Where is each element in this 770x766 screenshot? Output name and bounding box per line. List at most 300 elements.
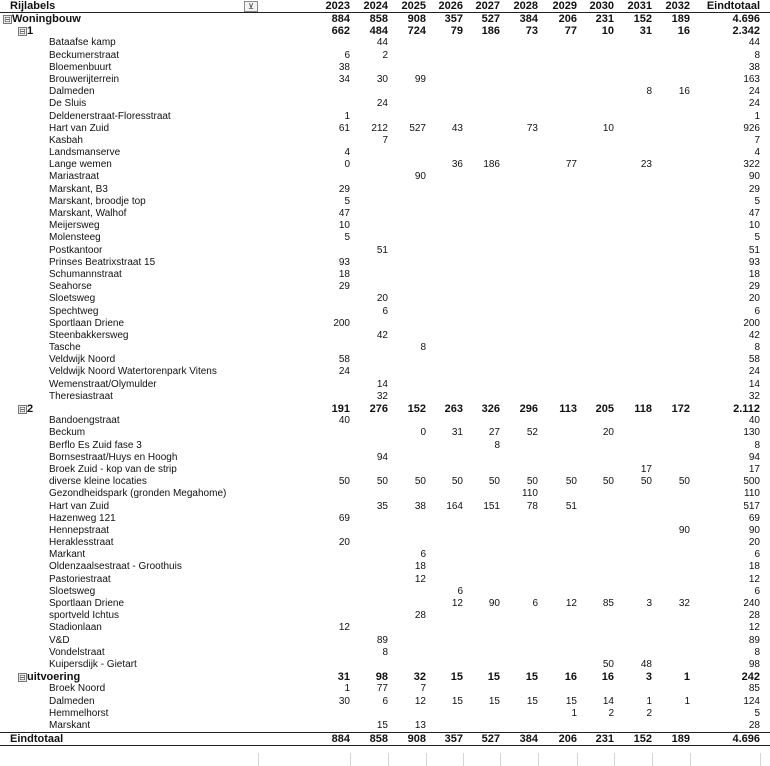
row-label: Stadionlaan xyxy=(49,622,102,634)
row-total-cell: 8 xyxy=(754,49,760,61)
value-cell-2029: 50 xyxy=(565,476,577,488)
row-total-cell: 5 xyxy=(754,707,760,719)
group-row xyxy=(0,403,770,415)
table-row xyxy=(0,513,770,525)
row-total-cell: 90 xyxy=(748,171,760,183)
row-label: Deldenerstraat-Floresstraat xyxy=(49,110,171,122)
row-total-cell: 85 xyxy=(748,683,760,695)
value-cell-2025: 50 xyxy=(414,476,426,488)
gridline xyxy=(426,753,427,766)
row-label: Dalmeden xyxy=(49,86,95,98)
value-cell-2032: 16 xyxy=(678,86,690,98)
row-total-cell: 89 xyxy=(748,634,760,646)
value-cell-2023: 5 xyxy=(344,195,350,207)
value-cell-2031: 3 xyxy=(645,671,652,684)
value-cell-2031: 31 xyxy=(639,25,652,38)
table-row xyxy=(0,476,770,488)
row-label: 2 xyxy=(27,403,34,415)
value-cell-2023: 4 xyxy=(344,147,350,159)
value-cell-2023: 40 xyxy=(338,415,350,427)
value-cell-2025: 908 xyxy=(407,733,426,746)
table-row xyxy=(0,257,770,269)
value-cell-2032: 189 xyxy=(671,733,690,746)
value-cell-2030: 20 xyxy=(602,427,614,439)
row-total-cell: 6 xyxy=(754,585,760,597)
table-row xyxy=(0,98,770,110)
table-row xyxy=(0,354,770,366)
table-row xyxy=(0,647,770,659)
value-cell-2025: 6 xyxy=(420,549,426,561)
table-row xyxy=(0,208,770,220)
row-label: Wemenstraat/Olymulder xyxy=(49,378,157,390)
row-total-cell: 32 xyxy=(748,390,760,402)
filter-dropdown-icon[interactable]: ⊻ xyxy=(244,1,258,12)
value-cell-2030: 2 xyxy=(608,707,614,719)
row-label: Tasche xyxy=(49,342,81,354)
value-cell-2024: 484 xyxy=(369,25,388,38)
row-label: Marskant xyxy=(49,719,91,731)
row-label: Beckum xyxy=(49,427,86,439)
group-row xyxy=(0,13,770,25)
row-label: Hennepstraat xyxy=(49,524,110,536)
value-cell-2027: 90 xyxy=(488,598,500,609)
row-label: Marskant, B3 xyxy=(49,183,108,195)
value-cell-2025: 28 xyxy=(414,610,426,622)
table-row xyxy=(0,245,770,257)
table-row xyxy=(0,708,770,720)
row-label: Dalmeden xyxy=(49,695,95,707)
value-cell-2028: 110 xyxy=(522,488,538,500)
row-label: Kasbah xyxy=(49,134,83,146)
value-cell-2028: 15 xyxy=(526,695,538,707)
table-row xyxy=(0,659,770,671)
table-row xyxy=(0,391,770,403)
value-cell-2026: 31 xyxy=(451,427,463,439)
collapse-toggle-icon[interactable]: ⊟ xyxy=(4,15,11,24)
table-row xyxy=(0,379,770,391)
row-label: Beckumerstraat xyxy=(49,49,120,61)
table-row xyxy=(0,62,770,74)
gridline xyxy=(463,753,464,766)
row-label: diverse kleine locaties xyxy=(49,476,147,488)
year-header-2024: 2024 xyxy=(363,0,388,12)
table-row xyxy=(0,111,770,123)
header-row xyxy=(0,0,770,13)
row-total-cell: 517 xyxy=(743,500,760,512)
table-row xyxy=(0,537,770,549)
value-cell-2026: 15 xyxy=(450,671,463,684)
table-row xyxy=(0,86,770,98)
value-cell-2031: 1 xyxy=(646,695,652,707)
gridline xyxy=(577,753,578,766)
row-total-cell: 124 xyxy=(743,695,760,707)
row-total-cell: 6 xyxy=(754,549,760,561)
value-cell-2025: 90 xyxy=(414,171,426,183)
row-total-cell: 110 xyxy=(744,488,760,500)
gridline xyxy=(500,753,501,766)
row-total-cell: 17 xyxy=(748,463,760,475)
row-label: Bandoengstraat xyxy=(49,415,120,427)
row-total-cell: 94 xyxy=(748,451,760,463)
row-total-cell: 29 xyxy=(748,183,760,195)
table-row xyxy=(0,330,770,342)
value-cell-2023: 5 xyxy=(344,232,350,244)
value-cell-2032: 16 xyxy=(677,25,690,38)
row-label: Woningbouw xyxy=(12,13,81,25)
value-cell-2026: 36 xyxy=(451,159,463,171)
value-cell-2024: 50 xyxy=(376,476,388,488)
row-total-cell: 6 xyxy=(754,305,760,317)
row-label: Molensteeg xyxy=(49,232,101,244)
value-cell-2026: 164 xyxy=(446,500,463,512)
value-cell-2024: 89 xyxy=(376,634,388,646)
table-row xyxy=(0,696,770,708)
year-header-2029: 2029 xyxy=(552,0,577,12)
row-total-cell: 93 xyxy=(748,256,760,268)
collapse-toggle-icon[interactable]: ⊟ xyxy=(19,405,26,414)
row-total-cell: 130 xyxy=(743,427,760,439)
row-total-cell: 1 xyxy=(754,110,760,122)
table-row xyxy=(0,184,770,196)
value-cell-2027: 186 xyxy=(481,25,500,38)
row-total-cell: 926 xyxy=(743,122,760,134)
collapse-toggle-icon[interactable]: ⊟ xyxy=(19,673,26,683)
grand-total-row xyxy=(0,732,770,746)
group-row xyxy=(0,25,770,37)
value-cell-2023: 200 xyxy=(333,317,350,329)
row-total-cell: 242 xyxy=(741,671,760,684)
value-cell-2024: 51 xyxy=(376,244,388,256)
value-cell-2023: 69 xyxy=(338,512,350,524)
value-cell-2029: 113 xyxy=(559,403,577,415)
table-row xyxy=(0,123,770,135)
value-cell-2023: 24 xyxy=(338,366,350,378)
row-total-cell: 24 xyxy=(748,86,760,98)
value-cell-2028: 50 xyxy=(526,476,538,488)
value-cell-2025: 527 xyxy=(409,122,426,134)
value-cell-2031: 48 xyxy=(640,658,652,670)
row-total-cell: 38 xyxy=(748,61,760,73)
row-total-cell: 44 xyxy=(748,37,760,49)
row-label: Eindtotaal xyxy=(10,733,64,746)
value-cell-2032: 1 xyxy=(683,671,690,684)
row-label: Meijersweg xyxy=(49,220,100,232)
row-total-cell: 42 xyxy=(748,329,760,341)
row-total-cell: 12 xyxy=(748,573,760,585)
table-row xyxy=(0,171,770,183)
table-row xyxy=(0,488,770,500)
row-total-cell: 90 xyxy=(748,524,760,536)
row-total-cell: 7 xyxy=(754,134,760,146)
row-total-cell: 20 xyxy=(748,293,760,305)
value-cell-2023: 6 xyxy=(344,49,350,61)
blank-footer-row xyxy=(0,753,770,766)
grand-total-header: Eindtotaal xyxy=(706,0,760,12)
row-total-cell: 51 xyxy=(748,244,760,256)
value-cell-2029: 77 xyxy=(565,159,577,171)
row-total-cell: 8 xyxy=(754,439,760,451)
table-row xyxy=(0,135,770,147)
value-cell-2024: 32 xyxy=(376,390,388,402)
table-row xyxy=(0,586,770,598)
row-label: 1 xyxy=(27,25,34,38)
value-cell-2027: 15 xyxy=(488,695,500,707)
value-cell-2026: 43 xyxy=(451,122,463,134)
gridline xyxy=(538,753,539,766)
table-row xyxy=(0,501,770,513)
value-cell-2031: 118 xyxy=(634,403,652,415)
table-row xyxy=(0,196,770,208)
value-cell-2032: 50 xyxy=(678,476,690,488)
value-cell-2028: 384 xyxy=(519,733,538,746)
value-cell-2024: 44 xyxy=(376,37,388,49)
row-label: Broek Zuid - kop van de strip xyxy=(49,463,177,475)
value-cell-2028: 78 xyxy=(526,500,538,512)
row-label: uitvoering xyxy=(27,671,81,684)
table-row xyxy=(0,415,770,427)
value-cell-2023: 61 xyxy=(338,122,350,134)
row-label: Gezondheidspark (gronden Megahome) xyxy=(49,488,227,500)
collapse-toggle-icon[interactable]: ⊟ xyxy=(19,27,26,37)
year-header-2030: 2030 xyxy=(589,0,614,12)
value-cell-2025: 12 xyxy=(414,573,426,585)
gridline xyxy=(350,753,351,766)
value-cell-2023: 1 xyxy=(344,683,350,695)
row-label: Schumannstraat xyxy=(49,268,122,280)
value-cell-2024: 6 xyxy=(382,305,388,317)
row-label: Oldenzaalsestraat - Groothuis xyxy=(49,561,182,573)
gridline xyxy=(388,753,389,766)
row-total-cell: 163 xyxy=(743,73,760,85)
value-cell-2031: 3 xyxy=(646,598,652,609)
value-cell-2024: 212 xyxy=(371,122,388,134)
value-cell-2025: 38 xyxy=(414,500,426,512)
value-cell-2025: 8 xyxy=(420,342,426,354)
table-row xyxy=(0,610,770,622)
value-cell-2032: 189 xyxy=(671,13,690,25)
value-cell-2026: 263 xyxy=(444,403,463,415)
value-cell-2030: 50 xyxy=(602,658,614,670)
value-cell-2025: 908 xyxy=(407,13,426,25)
table-row xyxy=(0,74,770,86)
row-total-cell: 240 xyxy=(743,598,760,609)
value-cell-2031: 23 xyxy=(640,159,652,171)
table-row xyxy=(0,549,770,561)
value-cell-2025: 7 xyxy=(420,683,426,695)
value-cell-2029: 77 xyxy=(564,25,577,38)
value-cell-2030: 14 xyxy=(602,695,614,707)
row-total-cell: 28 xyxy=(748,719,760,731)
value-cell-2031: 17 xyxy=(640,463,652,475)
row-label: Marskant, Walhof xyxy=(49,208,127,219)
row-total-cell: 69 xyxy=(748,512,760,524)
row-total-cell: 500 xyxy=(743,476,760,488)
value-cell-2024: 858 xyxy=(369,733,388,746)
row-total-cell: 4.696 xyxy=(732,13,760,25)
value-cell-2027: 151 xyxy=(483,500,500,512)
row-label: Prinses Beatrixstraat 15 xyxy=(49,256,156,268)
row-label: Marskant, broodje top xyxy=(49,195,146,207)
table-row xyxy=(0,147,770,159)
row-total-cell: 8 xyxy=(754,342,760,354)
row-total-cell: 2.342 xyxy=(732,25,760,38)
row-label: Broek Noord xyxy=(49,683,106,695)
value-cell-2028: 73 xyxy=(526,122,538,134)
value-cell-2032: 1 xyxy=(684,695,690,707)
table-row xyxy=(0,622,770,634)
value-cell-2024: 94 xyxy=(376,451,388,463)
value-cell-2025: 99 xyxy=(414,73,426,85)
value-cell-2023: 29 xyxy=(338,281,350,293)
value-cell-2026: 6 xyxy=(457,585,463,597)
value-cell-2030: 205 xyxy=(595,403,614,415)
value-cell-2031: 152 xyxy=(633,13,652,25)
table-row xyxy=(0,318,770,330)
value-cell-2030: 10 xyxy=(601,25,614,38)
row-label: Steenbakkersweg xyxy=(49,329,129,341)
table-row xyxy=(0,574,770,586)
row-label: Sportlaan Driene xyxy=(49,598,125,609)
row-total-cell: 14 xyxy=(748,378,760,390)
gridline xyxy=(760,753,761,766)
row-label: De Sluis xyxy=(49,98,87,110)
row-label: Sloetsweg xyxy=(49,293,96,305)
value-cell-2023: 58 xyxy=(338,354,350,366)
row-label: Mariastraat xyxy=(49,171,100,183)
row-total-cell: 5 xyxy=(754,195,760,207)
table-row xyxy=(0,598,770,610)
row-label: Landsmanserve xyxy=(49,147,121,159)
row-label: Hemmelhorst xyxy=(49,707,109,719)
row-label: Kuipersdijk - Gietart xyxy=(49,658,137,670)
value-cell-2024: 15 xyxy=(376,719,388,731)
row-label: Hart van Zuid xyxy=(49,500,110,512)
row-label: sportveld Ichtus xyxy=(49,610,120,622)
value-cell-2025: 12 xyxy=(414,695,426,707)
row-total-cell: 4 xyxy=(754,147,760,159)
value-cell-2030: 231 xyxy=(595,733,614,746)
row-total-cell: 2.112 xyxy=(733,403,760,415)
value-cell-2024: 35 xyxy=(376,500,388,512)
value-cell-2023: 884 xyxy=(331,13,350,25)
row-total-cell: 200 xyxy=(743,317,760,329)
value-cell-2027: 15 xyxy=(487,671,500,684)
row-total-cell: 322 xyxy=(743,159,760,171)
row-total-cell: 28 xyxy=(748,610,760,622)
row-label: Heraklesstraat xyxy=(49,537,114,549)
table-row xyxy=(0,561,770,573)
value-cell-2027: 50 xyxy=(488,476,500,488)
value-cell-2026: 50 xyxy=(451,476,463,488)
value-cell-2027: 527 xyxy=(481,733,500,746)
row-total-cell: 10 xyxy=(748,220,760,232)
value-cell-2025: 13 xyxy=(414,719,426,731)
row-total-cell: 58 xyxy=(748,354,760,366)
row-label: Bataafse kamp xyxy=(49,37,116,49)
row-label: Lange wemen xyxy=(49,159,112,171)
value-cell-2024: 7 xyxy=(382,134,388,146)
row-label: Hazenweg 121 xyxy=(49,512,116,524)
row-label: V&D xyxy=(49,634,70,646)
table-row xyxy=(0,159,770,171)
value-cell-2030: 85 xyxy=(602,598,614,609)
gridline xyxy=(652,753,653,766)
row-label: Sportlaan Driene xyxy=(49,317,125,329)
value-cell-2030: 10 xyxy=(602,122,614,134)
table-row xyxy=(0,37,770,49)
value-cell-2030: 16 xyxy=(601,671,614,684)
group-row xyxy=(0,671,770,683)
row-total-cell: 20 xyxy=(748,537,760,549)
gridline xyxy=(690,753,691,766)
year-header-2031: 2031 xyxy=(627,0,652,12)
value-cell-2027: 8 xyxy=(494,439,500,451)
value-cell-2026: 357 xyxy=(444,13,463,25)
table-row xyxy=(0,464,770,476)
value-cell-2027: 326 xyxy=(481,403,500,415)
value-cell-2024: 14 xyxy=(376,378,388,390)
value-cell-2023: 30 xyxy=(338,695,350,707)
table-row xyxy=(0,635,770,647)
row-total-cell: 4.696 xyxy=(732,733,760,746)
value-cell-2024: 858 xyxy=(369,13,388,25)
row-label: Seahorse xyxy=(49,281,92,293)
value-cell-2028: 6 xyxy=(532,598,538,609)
value-cell-2031: 8 xyxy=(646,86,652,98)
gridline xyxy=(614,753,615,766)
value-cell-2023: 18 xyxy=(338,268,350,280)
table-row xyxy=(0,440,770,452)
value-cell-2023: 50 xyxy=(338,476,350,488)
value-cell-2026: 357 xyxy=(444,733,463,746)
year-header-2032: 2032 xyxy=(665,0,690,12)
value-cell-2023: 12 xyxy=(338,622,350,634)
table-row xyxy=(0,281,770,293)
row-label: Berflo Es Zuid fase 3 xyxy=(49,439,142,451)
value-cell-2023: 29 xyxy=(338,183,350,195)
row-label: Vondelstraat xyxy=(49,646,105,658)
row-label: Postkantoor xyxy=(49,244,103,256)
value-cell-2029: 12 xyxy=(565,598,577,609)
row-label: Veldwijk Noord xyxy=(49,354,116,366)
value-cell-2024: 6 xyxy=(382,695,388,707)
value-cell-2025: 724 xyxy=(407,25,426,38)
table-row xyxy=(0,232,770,244)
table-row xyxy=(0,427,770,439)
row-label: Hart van Zuid xyxy=(49,122,110,134)
row-label: Pastoriestraat xyxy=(49,573,111,585)
value-cell-2029: 206 xyxy=(558,733,577,746)
row-label: Markant xyxy=(49,549,86,561)
gridline xyxy=(258,753,259,766)
value-cell-2028: 73 xyxy=(525,25,538,38)
value-cell-2025: 0 xyxy=(420,427,426,439)
value-cell-2032: 172 xyxy=(671,403,690,415)
year-header-2027: 2027 xyxy=(475,0,500,12)
row-label: Sloetsweg xyxy=(49,585,96,597)
row-total-cell: 29 xyxy=(748,281,760,293)
value-cell-2030: 231 xyxy=(595,13,614,25)
value-cell-2024: 98 xyxy=(375,671,388,684)
row-label: Theresiastraat xyxy=(49,390,113,402)
table-row xyxy=(0,220,770,232)
value-cell-2023: 31 xyxy=(337,671,350,684)
value-cell-2029: 1 xyxy=(571,707,577,719)
value-cell-2023: 191 xyxy=(331,403,350,415)
value-cell-2024: 77 xyxy=(376,683,388,695)
value-cell-2027: 186 xyxy=(483,159,500,171)
value-cell-2023: 93 xyxy=(338,256,350,268)
